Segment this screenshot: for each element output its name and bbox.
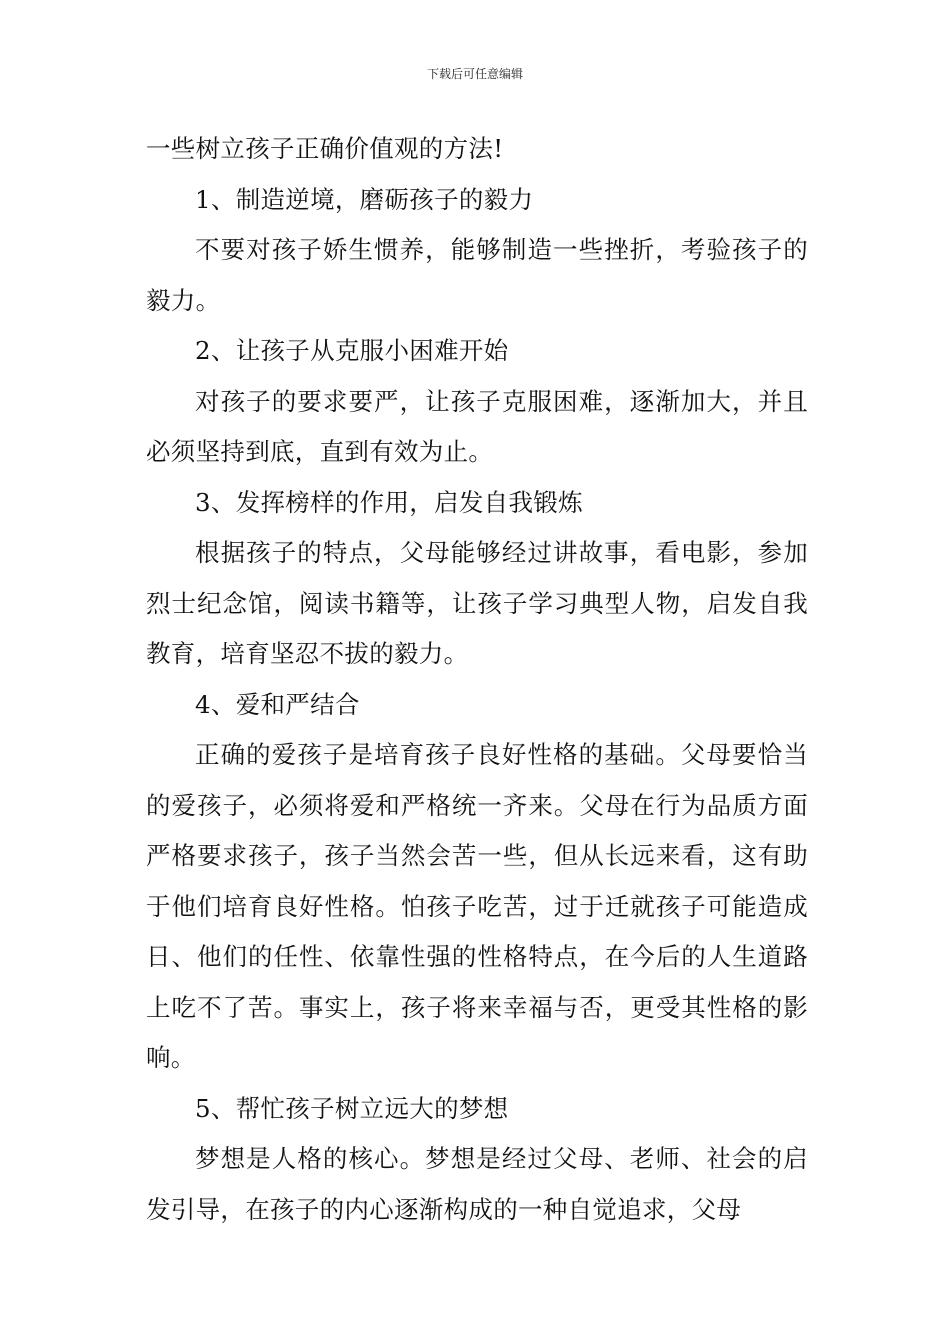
page-header: 下载后可任意编辑: [426, 67, 523, 81]
document-body: [146, 124, 808, 1235]
paragraph-2: 对孩子的要求要严，让孩子克服困难，逐渐加大，并且必须坚持到底，直到有效为止。: [146, 386, 808, 466]
heading-5: 5、帮忙孩子树立远大的梦想: [195, 1093, 509, 1123]
paragraph-intro: 一些树立孩子正确价值观的方法!: [146, 134, 504, 163]
heading-3: 3、发挥榜样的作用，启发自我锻炼: [195, 487, 583, 517]
paragraph-1: 不要对孩子娇生惯养，能够制造一些挫折，考验孩子的毅力。: [146, 235, 808, 315]
paragraph-3: 根据孩子的特点，父母能够经过讲故事，看电影，参加烈士纪念馆，阅读书籍等，让孩子学习典型人物，启发自我教育，培育坚忍不拔的毅力。: [146, 538, 808, 668]
heading-2: 2、让孩子从克服小困难开始: [195, 336, 509, 365]
heading-4: 4、爱和严结合: [195, 689, 360, 719]
paragraph-4: 正确的爱孩子是培育孩子良好性格的基础。父母要恰当的爱孩子，必须将爱和严格统一齐来。父母在行为品质方面严格要求孩子，孩子当然会苦一些，但从长远来看，这有助于他们培育良好性格。怕孩子吃苦，过于迁就孩子可能造成日、他们的任性、依靠性强的性格特点，在今后的人生道路上吃不了苦。事实上，孩子将来幸福与否，更受其性格的影响。: [146, 740, 808, 1072]
heading-1: 1、制造逆境，磨砺孩子的毅力: [195, 184, 534, 214]
paragraph-5: 梦想是人格的核心。梦想是经过父母、老师、社会的启发引导，在孩子的内心逐渐构成的一种自觉追求，父母: [146, 1144, 808, 1224]
